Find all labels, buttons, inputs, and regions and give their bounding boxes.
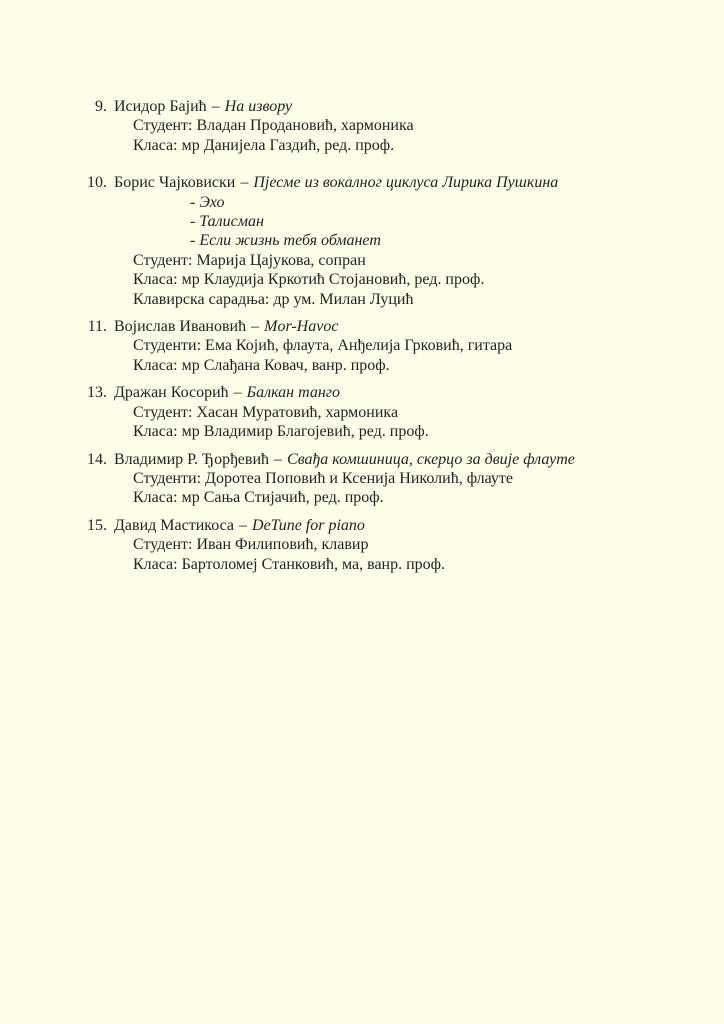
detail-line-class: Класа: мр Сања Стијачић, ред. проф.: [133, 489, 384, 507]
composer-name: Борис Чајковиски: [114, 174, 236, 192]
item-number: 14.: [87, 450, 107, 468]
program-item: [81, 97, 694, 155]
program-item: [81, 516, 694, 574]
detail-line-class: Класа: мр Данијела Газдић, ред. проф.: [133, 136, 395, 154]
piece-title: Пјесме из вокалног циклуса Лирика Пушкина: [253, 174, 559, 192]
piece-title: На извору: [224, 98, 293, 115]
item-heading: [81, 97, 694, 116]
movement-line: - Если жизнь тебя обманет: [190, 232, 381, 250]
dash-separator: –: [233, 384, 242, 402]
composer-name: Исидор Бајић: [114, 98, 207, 115]
piece-title: DeTune for piano: [252, 516, 365, 534]
detail-line-accompanist: Клавирска сарадња: др ум. Милан Луцић: [133, 290, 414, 308]
program-item: [81, 317, 694, 375]
detail-line-class: Класа: мр Владимир Благојевић, ред. проф.: [133, 423, 429, 441]
detail-line-class: Класа: мр Клаудија Кркотић Стојановић, ред. проф.: [133, 271, 485, 289]
movement-line: - Эхо: [190, 193, 225, 211]
dash-separator: –: [251, 318, 260, 336]
detail-line-student: Студент: Иван Филиповић, клавир: [133, 536, 369, 554]
item-heading: [81, 317, 694, 336]
detail-line-class: Класа: Бартоломеј Станковић, ма, ванр. проф.: [133, 555, 446, 573]
item-number: 15.: [87, 516, 107, 534]
program-item: [81, 450, 694, 508]
detail-line-student: Студент: Хасан Муратовић, хармоника: [133, 403, 399, 421]
detail-line-students: Студенти: Доротеа Поповић и Ксенија Николић, флауте: [133, 469, 514, 487]
piece-title: Mor-Havoc: [264, 318, 339, 336]
dash-separator: –: [239, 516, 248, 534]
dash-separator: –: [240, 174, 249, 192]
program-item: [81, 383, 694, 441]
composer-name: Дражан Косорић: [114, 384, 229, 402]
dash-separator: –: [274, 450, 283, 468]
item-number: 10.: [87, 174, 107, 192]
item-heading: [81, 383, 694, 402]
piece-title: Балкан танго: [246, 384, 341, 402]
detail-line-student: Студент: Марија Цајукова, сопран: [133, 251, 366, 269]
item-heading: [81, 516, 694, 535]
item-heading: [81, 173, 694, 192]
item-number: 11.: [87, 318, 107, 336]
composer-name: Давид Мастикоса: [114, 516, 235, 534]
dash-separator: –: [211, 98, 220, 115]
item-number: 9.: [95, 98, 107, 115]
piece-title: Свађа комшиница, скерцо за двије флауте: [287, 450, 575, 468]
program-item: [81, 173, 694, 309]
composer-name: Војислав Ивановић: [114, 318, 247, 336]
movement-line: - Талисман: [190, 213, 264, 231]
detail-line-class: Класа: мр Слађана Ковач, ванр. проф.: [133, 356, 390, 374]
item-number: 13.: [87, 384, 107, 402]
item-heading: [81, 450, 694, 469]
detail-line-student: Студент: Владан Продановић, хармоника: [133, 117, 414, 135]
composer-name: Владимир Р. Ђорђевић: [114, 450, 270, 468]
detail-line-students: Студенти: Ема Којић, флаута, Анђелија Грковић, гитара: [133, 337, 513, 355]
